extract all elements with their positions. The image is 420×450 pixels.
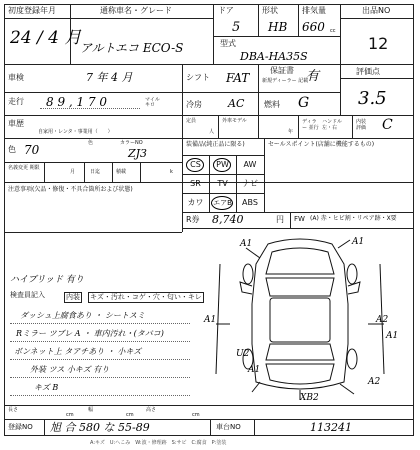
selling-points-label: セールスポイント(店舗に機能するもの): [268, 141, 375, 148]
width-unit: cm: [126, 412, 134, 418]
equipment-pw: PW: [216, 160, 229, 169]
mileage-value: 8 9 , 1 7 0: [46, 95, 108, 109]
wheel-front-right: [347, 264, 357, 284]
damage-mark: A1: [352, 237, 365, 247]
shift-label: シフト: [186, 73, 210, 82]
fw-value: (A) 赤・ヒビ割・リペア跡・X要: [310, 215, 397, 222]
divider: [4, 64, 414, 65]
divider: [290, 212, 291, 228]
shape-value: HB: [268, 20, 288, 34]
damage-mark: A2: [376, 315, 389, 325]
loading-label: 積載: [116, 169, 127, 175]
lot-label: 出品NO: [362, 6, 391, 15]
displacement-unit: cc: [330, 28, 336, 34]
r-unit: 円: [276, 215, 284, 224]
divider: [44, 162, 45, 182]
car-hood: [266, 248, 334, 274]
fuel-label: 燃料: [264, 100, 280, 109]
divider: [298, 115, 299, 138]
original-color-label: 色: [88, 140, 94, 146]
capacity-unit: 人: [209, 129, 215, 135]
handle-label: ハンドル 左・右: [322, 119, 343, 131]
divider: [112, 162, 113, 182]
color-label: 色: [8, 145, 16, 154]
width-label: 幅: [88, 407, 94, 413]
first-reg-value: 24 / 4 月: [10, 28, 82, 48]
displacement-value: 660: [302, 20, 325, 34]
divider: [182, 228, 414, 229]
equipment-aw: AW: [243, 160, 257, 169]
equipment-navi: ナビ: [242, 179, 258, 188]
divider: [298, 4, 299, 36]
divider: [182, 155, 264, 156]
fw-label: FW: [294, 215, 305, 223]
remark-line: [10, 395, 190, 396]
divider: [4, 232, 182, 233]
divider: [340, 4, 341, 116]
equipment-leather: カワ: [187, 198, 204, 207]
doors-value: 5: [232, 20, 241, 35]
remark-line: [10, 359, 190, 360]
divider: [182, 138, 414, 139]
height-label: 高さ: [146, 407, 157, 413]
notes-label: 注意事項(欠品・修復・不具合箇所および状態): [8, 186, 133, 193]
interior-box-label: 内装: [66, 293, 80, 301]
equipment-airbag: エアB: [213, 199, 232, 207]
equipment-cs: CS: [190, 160, 201, 169]
divider: [254, 419, 255, 436]
divider: [182, 193, 264, 194]
equipment-abs: ABS: [242, 198, 258, 207]
mileage-label: 走行: [8, 97, 24, 106]
remark-3: ボンネット上 タアチあり ・ 小キズ: [14, 347, 142, 356]
divider: [4, 18, 214, 19]
inspection-label: 車検: [8, 73, 24, 82]
equipment-sr: SR: [190, 179, 201, 188]
type-label: 型式: [220, 39, 236, 48]
equipment-title: 装備品(純正品に限る): [186, 141, 245, 148]
divider: [258, 4, 259, 36]
divider: [182, 92, 340, 93]
divider: [182, 174, 264, 175]
length-label: 長さ: [8, 407, 19, 413]
lot-value: 12: [368, 34, 389, 53]
car-windshield: [266, 278, 334, 296]
circle-mark: [186, 158, 204, 172]
model-name-label: 通称車名・グレード: [100, 6, 172, 15]
date-label: 日迄: [90, 169, 101, 175]
shape-label: 形状: [262, 6, 278, 15]
interior-items: キズ・汚れ・コゲ・穴・匂い・キレ: [90, 293, 202, 301]
fuel-value: G: [298, 95, 310, 111]
r-value: 8,740: [212, 213, 244, 226]
reg-no-value: 旭 合 580 な 55-89: [50, 421, 150, 434]
loading-unit: k: [170, 169, 173, 175]
shift-value: FAT: [226, 71, 250, 85]
first-reg-label: 初度登録年月: [8, 6, 56, 15]
interior-score-label: 内装 評価: [356, 119, 367, 131]
doors-label: ドア: [218, 6, 234, 15]
damage-legend: A:キズ U:へこみ W:波・修理跡 S:サビ C:腐食 P:塗装: [90, 440, 227, 446]
model-name-value: アルトエコ ECO-S: [80, 41, 184, 55]
color-no-value: ZJ3: [128, 147, 148, 160]
damage-mark: XB2: [300, 393, 319, 403]
divider: [340, 18, 414, 19]
color-no-label: カラーNO: [120, 140, 143, 146]
ac-value: AC: [228, 97, 245, 110]
interior-score-value: C: [382, 117, 393, 133]
remark-5: キズ B: [34, 383, 59, 392]
divider: [44, 419, 45, 436]
divider: [4, 405, 414, 406]
side-left: [216, 264, 220, 374]
history-label: 車歴: [8, 119, 24, 128]
capacity-label: 定員: [186, 118, 197, 124]
warranty-value: 有: [306, 69, 320, 84]
circle-mark: [211, 196, 233, 210]
equipment-tv: TV: [217, 179, 228, 188]
divider: [213, 36, 340, 37]
dealer-label: ディラー 並行: [302, 119, 319, 131]
wheel-rear-right: [347, 349, 357, 369]
divider: [210, 419, 211, 436]
divider: [213, 4, 214, 64]
ext-model-label: 外車モデル: [222, 118, 247, 124]
warranty-sub: 新規ディーラー 記載: [262, 78, 309, 84]
divider: [140, 162, 141, 182]
inspection-value: 7 年 4 月: [86, 71, 133, 84]
header-note: ハイブリッド 有り: [10, 275, 84, 285]
name-change-unit: 月: [70, 169, 76, 175]
divider: [264, 138, 265, 212]
chassis-value: 113241: [310, 421, 352, 434]
remark-1: ダッシュ上腐食あり ・ シートスミ: [20, 311, 145, 320]
name-change-label: 名義変更 期限: [8, 165, 40, 171]
damage-mark: A1: [204, 315, 217, 325]
history-sub: 自家用・レンタ・事業用（ ）: [38, 129, 113, 135]
circle-mark: [213, 158, 231, 172]
remark-4: 外装 ツス 小キズ 有り: [30, 365, 110, 374]
warranty-label: 保証書: [270, 66, 294, 75]
ac-label: 冷房: [186, 100, 202, 109]
divider: [84, 162, 85, 182]
remark-line: [10, 377, 190, 378]
divider: [258, 64, 259, 138]
divider: [4, 162, 182, 163]
damage-mark: A1: [386, 331, 399, 341]
length-unit: cm: [66, 412, 74, 418]
car-trunk: [266, 364, 334, 384]
divider: [4, 419, 414, 420]
damage-mark: U2: [236, 349, 250, 359]
divider: [4, 138, 182, 139]
damage-mark: A1: [240, 239, 253, 249]
damage-mark: A1: [248, 365, 261, 375]
divider: [340, 78, 414, 79]
car-rear-window: [266, 344, 334, 360]
r-label: R券: [186, 215, 200, 224]
score-label: 評価点: [356, 67, 380, 76]
type-value: DBA-HA35S: [240, 50, 308, 63]
remark-line: [10, 323, 190, 324]
damage-mark: A2: [368, 377, 381, 387]
divider: [218, 115, 219, 138]
remark-2: Rミラー ツブレ A ・ 車内汚れ・(タバコ): [16, 329, 164, 338]
displacement-label: 排気量: [302, 6, 326, 15]
ext-model-unit: 年: [288, 129, 294, 135]
mileage-unit: マイル キロ: [145, 97, 160, 108]
wheel-front-left: [243, 264, 253, 284]
inspector-label: 検査員記入: [10, 291, 45, 299]
chassis-label: 車台NO: [216, 423, 241, 431]
color-value: 70: [24, 143, 40, 157]
remark-line: [10, 341, 190, 342]
car-roof: [270, 298, 330, 342]
reg-no-label: 登録NO: [8, 423, 33, 431]
height-unit: cm: [192, 412, 200, 418]
score-value: 3.5: [358, 88, 387, 109]
divider: [352, 115, 353, 138]
